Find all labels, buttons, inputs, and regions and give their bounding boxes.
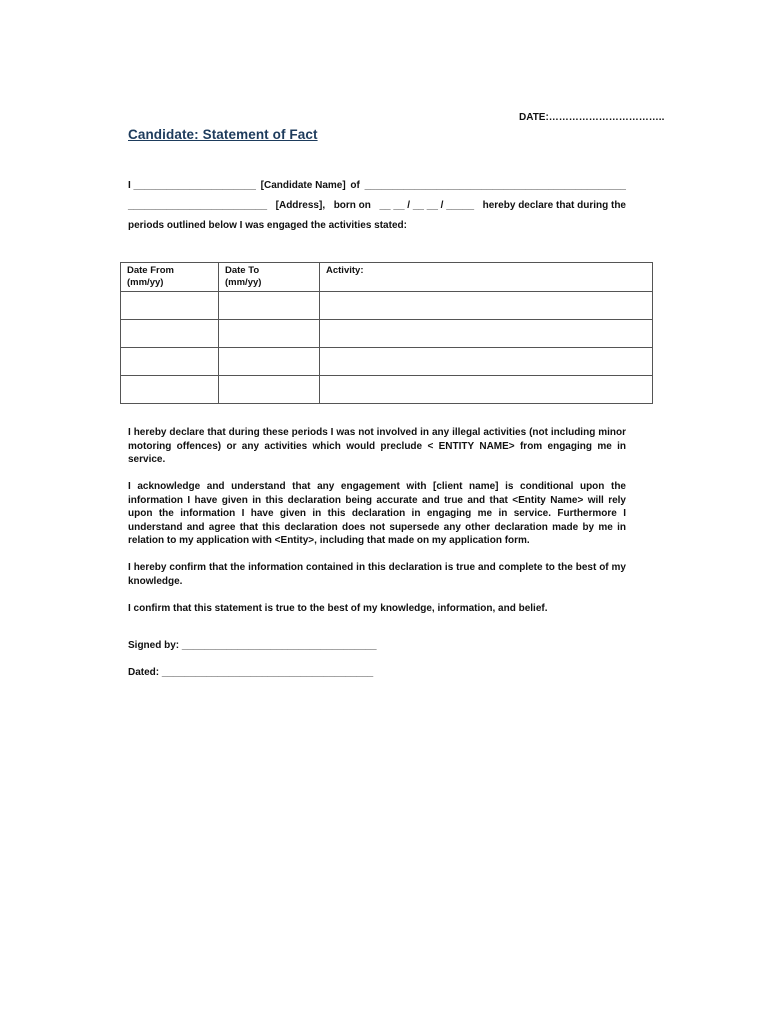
date-to-cell[interactable] [219,348,320,376]
table-row [121,292,653,320]
table-row [121,376,653,404]
illegal-activities-paragraph: I hereby declare that during these periods I was not involved in any illegal activities (not including minor motoring offences) or any activities which would preclude < ENTITY NAME> from engaging me in service. [128,427,626,465]
column-date-to-format: (mm/yy) [225,277,262,288]
activity-cell[interactable] [320,320,653,348]
acknowledgement-paragraph: I acknowledge and understand that any engagement with [client name] is conditional upon the information I have given in this declaration being accurate and true and that <Entity Name> will rely upon the information I have given in this declaration in engaging me in service. Furthermore I understand and agree that this declaration does not supersede any other declaration made by me in relation to my application with <Entity>, including that made on my application form. [128,481,626,546]
address-blank-1: _______________________________________________ [364,180,626,191]
of-word: of [350,180,360,191]
candidate-name-blank: I ______________________ [128,180,256,191]
address-label: [Address], [275,200,326,211]
confirmation-paragraph: I hereby confirm that the information contained in this declaration is true and complete to the best of my knowledge. [128,562,626,587]
date-from-cell[interactable] [121,320,219,348]
signed-by-field: Signed by: ___________________________________ [128,640,377,651]
date-field: DATE:…………………………….. [519,112,665,123]
activity-cell[interactable] [320,376,653,404]
column-date-to [219,263,320,292]
date-from-cell[interactable] [121,376,219,404]
activity-cell[interactable] [320,348,653,376]
declare-text: hereby declare that during the [482,200,626,211]
table-row [121,348,653,376]
address-blank-2: _________________________ [128,200,268,211]
belief-statement: I confirm that this statement is true to the best of my knowledge, information, and belief. [128,602,548,614]
date-to-cell[interactable] [219,320,320,348]
activities-table [120,262,653,404]
birth-date-blank: __ __ / __ __ / _____ [379,200,475,211]
intro-line-2 [128,196,626,216]
dated-field: Dated: ______________________________________ [128,667,374,678]
date-from-cell[interactable] [121,348,219,376]
column-date-from-format: (mm/yy) [127,277,164,288]
date-to-cell[interactable] [219,292,320,320]
candidate-name-label: [Candidate Name] [260,180,346,191]
column-date-from [121,263,219,292]
column-date-to-label: Date To [225,265,260,276]
intro-line-3: periods outlined below I was engaged the activities stated: [128,220,407,231]
activity-cell[interactable] [320,292,653,320]
page-title: Candidate: Statement of Fact [128,127,318,142]
declaration-intro [128,176,626,236]
date-from-cell[interactable] [121,292,219,320]
date-to-cell[interactable] [219,376,320,404]
intro-line-1 [128,176,626,196]
table-header-row [121,263,653,292]
column-activity: Activity: [320,263,653,292]
column-date-from-label: Date From [127,265,174,276]
declaration-body [128,426,626,629]
table-row [121,320,653,348]
born-on-label: born on [333,200,371,211]
